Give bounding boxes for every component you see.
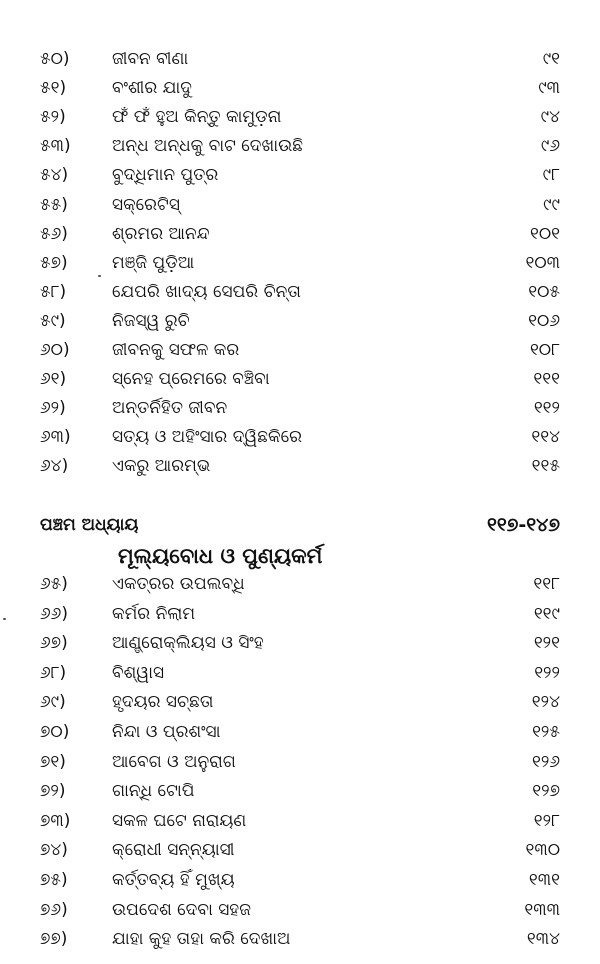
toc-entry-page: ୧୩୪ — [526, 929, 560, 950]
toc-entry-number: ୭୦) — [40, 722, 70, 742]
toc-entry — [0, 629, 600, 658]
toc-entry — [0, 600, 600, 629]
toc-entry-page: ୧୦୮ — [529, 340, 560, 360]
toc-entry-title: ଅନ୍ତର୍ନିହିତ ଜୀବନ — [112, 398, 228, 419]
toc-entry-page: ୯୯ — [543, 194, 560, 215]
toc-entry — [0, 161, 600, 190]
toc-entry-page: ୯୪ — [540, 107, 560, 128]
toc-entry — [0, 718, 600, 747]
toc-entry-page: ୧୧୨ — [533, 398, 560, 419]
chapter-label: ପଞ୍ଚମ ଅଧ୍ୟାୟ — [40, 515, 139, 535]
toc-entry-number: ୬୧) — [40, 369, 67, 390]
scan-speck — [3, 618, 6, 620]
toc-entry-title: କର୍ତ୍ତବ୍ୟ ହିଁ ମୁଖ୍ୟ — [112, 870, 235, 890]
toc-entry-number: ୭୬) — [40, 899, 68, 920]
toc-entry-number: ୬୦) — [40, 340, 70, 360]
toc-entry — [0, 836, 600, 865]
toc-entry-number: ୫୩) — [40, 136, 71, 157]
toc-entry-page: ୧୧୮ — [533, 574, 560, 594]
toc-entry-number: ୫୦) — [40, 49, 70, 69]
toc-entry-number: ୫୬) — [40, 223, 68, 244]
toc-entry-title: ଯେପରି ଖାଦ୍ୟ ସେପରି ଚିନ୍ତା — [112, 281, 301, 302]
toc-entry-number: ୫୪) — [40, 165, 69, 186]
toc-entry — [0, 777, 600, 806]
toc-entry-number: ୬୩) — [40, 427, 71, 448]
toc-entry — [0, 336, 600, 365]
toc-entry — [0, 394, 600, 423]
toc-entry-title: ଜୀବନକୁ ସଫଳ କର — [112, 340, 240, 360]
toc-entry-title: ସକଳ ଘଟେ ନାରାୟଣ — [112, 810, 247, 831]
chapter-page-range: ୧୧୭-୧୪୭ — [486, 514, 560, 536]
toc-entry-title: ହୃଦୟର ସଚ୍ଛତା — [112, 692, 214, 713]
toc-entry-number: ୬୯) — [40, 692, 66, 713]
chapter-subtitle: ମୂଲ୍ୟବୋଧ ଓ ପୁଣ୍ୟକର୍ମ — [118, 544, 323, 568]
toc-entry-number: ୫୧) — [40, 78, 67, 99]
toc-entry-page: ୧୧୪ — [531, 427, 560, 448]
toc-entry-title: ସକ୍ରେଟିସ୍ — [112, 194, 180, 215]
toc-entry-page: ୧୦୫ — [528, 281, 560, 302]
toc-entry-title: ବଂଶୀର ଯାଦୁ — [112, 78, 192, 99]
toc-entry — [0, 866, 600, 895]
toc-entry-page: ୧୨୧ — [533, 633, 560, 654]
toc-entry-page: ୧୩୩ — [524, 899, 560, 920]
toc-entry — [0, 132, 600, 161]
toc-entry-number: ୫୨) — [40, 107, 66, 128]
toc-entry-title: ଅନ୍ଧ ଅନ୍ଧକୁ ବାଟ ଦେଖାଉଛି — [112, 136, 304, 157]
toc-entry — [0, 365, 600, 394]
toc-entry — [0, 807, 600, 836]
toc-entry — [0, 74, 600, 103]
toc-entry-number: ୬୬) — [40, 603, 68, 624]
toc-entry-page: ୧୨୫ — [532, 722, 560, 742]
toc-entry-title: ଆଣ୍ଡ୍ରୋକ୍ଲିୟସ ଓ ସିଂହ — [112, 633, 264, 654]
toc-entry-title: ଫଁ ଫଁ ହୁଅ କିନ୍ତୁ କାମୁଡ଼ନା — [112, 107, 282, 128]
toc-entry-title: ବୁଦ୍ଧିମାନ ପୁତ୍ର — [112, 165, 219, 186]
toc-entry — [0, 103, 600, 132]
toc-entry-number: ୫୮) — [40, 281, 67, 302]
toc-entry-page: ୧୨୮ — [533, 810, 560, 831]
toc-entry — [0, 45, 600, 74]
toc-entry-title: ଉପଦେଶ ଦେବା ସହଜ — [112, 899, 251, 920]
toc-entry-title: କ୍ରୋଧୀ ସନ୍ନ୍ୟାସୀ — [112, 840, 235, 861]
toc-entry-title: ଜୀବନ ବୀଣା — [112, 49, 189, 69]
toc-entry-title: ଏକତ୍ରର ଉପଲବ୍ଧି — [112, 574, 245, 594]
toc-entry-page: ୧୨୬ — [532, 751, 560, 772]
toc-entry-title: ସ୍ନେହ ପ୍ରେମରେ ବଞ୍ଚିବା — [112, 369, 270, 390]
toc-entry-number: ୭୭) — [40, 929, 68, 950]
toc-entry-number: ୫୭) — [40, 252, 68, 273]
toc-entry-number: ୭୪) — [40, 840, 68, 861]
toc-entry-number: ୭୨) — [40, 781, 66, 802]
toc-entry-number: ୫୯) — [40, 310, 66, 331]
toc-entry-number: ୫୫) — [40, 194, 68, 215]
toc-entry-page: ୧୦୩ — [525, 252, 560, 273]
toc-entry — [0, 191, 600, 220]
toc-entry — [0, 423, 600, 452]
toc-entry-title: ଯାହା କୁହ ତାହା କରି ଦେଖାଅ — [112, 929, 291, 950]
toc-entry-title: ବିଶ୍ୱାସ — [112, 662, 165, 683]
toc-entry — [0, 249, 600, 278]
toc-entry-title: ଶ୍ରମର ଆନନ୍ଦ — [112, 223, 210, 244]
toc-entry — [0, 896, 600, 925]
toc-entry-title: ଏକରୁ ଆରମ୍ଭ — [112, 456, 211, 477]
toc-entry-number: ୬୮) — [40, 662, 67, 683]
toc-entry-number: ୬୪) — [40, 456, 69, 477]
toc-entry-title: ସତ୍ୟ ଓ ଅହିଂସାର ଦ୍ୱିଛକିରେ — [112, 427, 302, 448]
toc-entry — [0, 307, 600, 336]
toc-entry-page: ୧୦୬ — [528, 310, 560, 331]
toc-entry-page: ୧୩୧ — [528, 870, 560, 890]
toc-entry — [0, 452, 600, 481]
toc-entry-page: ୯୩ — [538, 78, 560, 99]
toc-entry-number: ୬୭) — [40, 633, 68, 654]
toc-entry — [0, 570, 600, 599]
toc-entry-title: ଗାନ୍ଧି ଟୋପି — [112, 781, 195, 802]
toc-entry — [0, 278, 600, 307]
toc-entry-page: ୧୨୪ — [531, 692, 560, 713]
toc-entry-page: ୯୬ — [540, 136, 560, 157]
toc-entry-number: ୭୧) — [40, 751, 66, 772]
toc-entry-page: ୧୧୧ — [533, 369, 560, 390]
toc-entry-page: ୯୧ — [542, 49, 560, 69]
toc-entry-page: ୧୨୨ — [534, 662, 560, 683]
toc-entry-title: କର୍ମର ନିଲାମ — [112, 603, 196, 624]
toc-entry-title: ନିଜସ୍ୱ ରୁଚି — [112, 310, 190, 331]
toc-entry-title: ନିନ୍ଦା ଓ ପ୍ରଶଂସା — [112, 722, 221, 742]
toc-entry-page: ୧୧୫ — [531, 456, 560, 477]
toc-entry — [0, 220, 600, 249]
toc-entry-number: ୬୨) — [40, 398, 66, 419]
toc-entry-title: ମଞ୍ଜି ପୁଡ଼ିଆ — [112, 252, 195, 273]
toc-entry-page: ୧୧୯ — [533, 603, 560, 624]
toc-entry — [0, 659, 600, 688]
toc-entry-number: ୭୩) — [40, 810, 71, 831]
toc-entry — [0, 748, 600, 777]
chapter-heading — [0, 510, 600, 540]
toc-entry-page: ୧୦୧ — [529, 223, 560, 244]
toc-entry-page: ୧୩୦ — [525, 840, 560, 861]
toc-entry — [0, 688, 600, 717]
toc-entry-number: ୬୫) — [40, 574, 68, 594]
toc-entry-title: ଆବେଗ ଓ ଅନୁରାଗ — [112, 751, 236, 772]
toc-entry-number: ୭୫) — [40, 870, 68, 890]
toc-entry — [0, 925, 600, 954]
toc-entry-page: ୧୨୭ — [532, 781, 560, 802]
scan-speck — [98, 275, 101, 277]
toc-entry-page: ୯୮ — [542, 165, 560, 186]
